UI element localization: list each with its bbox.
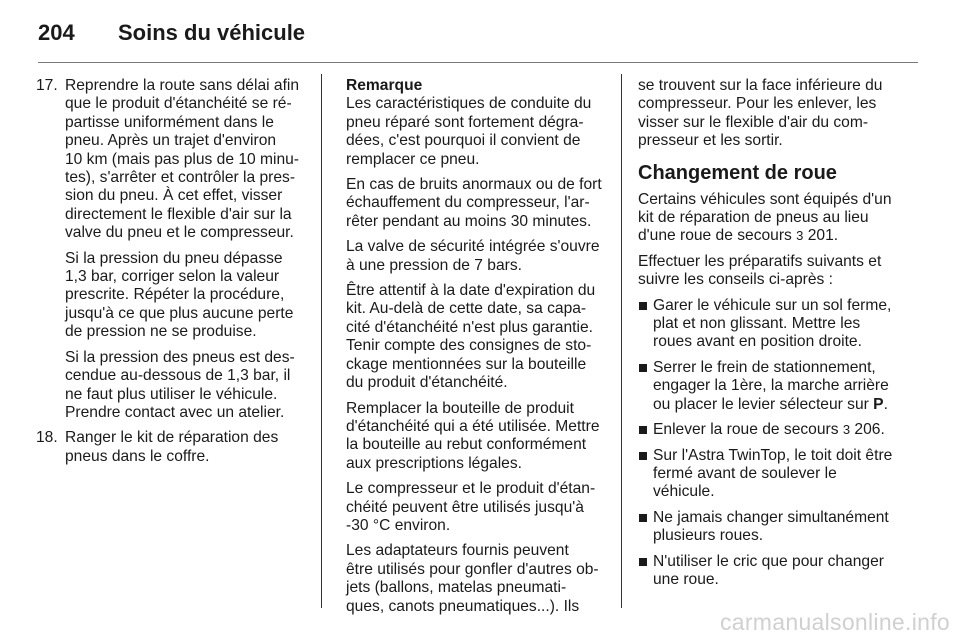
remark-paragraph-4 — [346, 282, 608, 392]
text-line: Les caractéristiques de conduite du — [346, 95, 592, 113]
text-line: cendue au-dessous de 1,3 bar, il — [65, 367, 291, 385]
page-reference-arrow-icon: 3 — [796, 228, 804, 244]
text-line: compresseur. Pour les enlever, les — [638, 95, 877, 113]
text-line: être utilisés pour gonfler d'autres ob- — [346, 560, 599, 578]
gear-position-label: P — [873, 395, 884, 413]
text-line: ne faut plus utiliser le véhicule. — [65, 385, 278, 403]
step-text — [65, 429, 308, 466]
text-segment: . — [883, 395, 888, 413]
text-line — [653, 421, 910, 439]
text-line: fermé avant de soulever le — [653, 464, 837, 482]
bullet-square-icon — [639, 558, 647, 566]
bullet-square-icon — [639, 364, 647, 372]
section-paragraph-2 — [638, 253, 910, 290]
text-line: remplacer ce pneu. — [346, 150, 480, 168]
text-line: jusqu'à ce que plus aucune perte — [65, 304, 294, 322]
text-line: se trouvent sur la face inférieure du — [638, 77, 883, 94]
step-17 — [36, 77, 308, 243]
text-line: Serrer le frein de stationnement, — [653, 358, 876, 376]
bullet-square-icon — [639, 452, 647, 460]
text-line: Ne jamais changer simultanément — [653, 508, 889, 526]
remark-paragraph-5 — [346, 400, 608, 474]
text-line: -30 °C environ. — [346, 516, 451, 534]
text-line: dées, c'est pourquoi il convient de — [346, 132, 581, 150]
text-line: du produit d'étanchéité. — [346, 374, 508, 392]
step-17-note-1 — [36, 250, 308, 342]
text-line: pneus dans le coffre. — [65, 447, 210, 465]
text-line: Effectuer les préparatifs suivants et — [638, 252, 882, 270]
page-reference[interactable]: 206. — [854, 421, 885, 439]
page-title: Soins du véhicule — [118, 20, 306, 45]
remark-paragraph-6 — [346, 480, 608, 535]
bullet-item — [638, 297, 910, 352]
bullet-item — [638, 359, 910, 414]
text-line: En cas de bruits anormaux ou de fort — [346, 176, 602, 194]
page-reference-arrow-icon: 3 — [842, 422, 851, 438]
section-paragraph-1 — [638, 191, 910, 246]
text-line: jets (ballons, matelas pneumati- — [346, 579, 567, 597]
text-line: Prendre contact avec un atelier. — [65, 403, 285, 421]
text-line: prescrite. Répéter la procédure, — [65, 286, 285, 304]
text-line: La valve de sécurité intégrée s'ouvre — [346, 238, 600, 256]
column-divider-right — [621, 74, 622, 608]
text-line — [653, 396, 910, 414]
text-line: kit. Au-delà de cette date, sa capa- — [346, 300, 587, 318]
text-line: Remplacer la bouteille de produit — [346, 399, 574, 417]
remark-paragraph-7 — [346, 542, 608, 616]
column-divider-left — [321, 74, 322, 608]
text-segment: Enlever la roue de secours — [653, 421, 839, 439]
column-right — [638, 77, 910, 596]
text-line: ckage mentionnées sur la bouteille — [346, 355, 587, 373]
text-line: sion du pneu. À cet effet, visser — [65, 187, 283, 205]
text-line: engager la 1ère, la marche arrière — [653, 377, 889, 395]
text-line: plusieurs roues. — [653, 527, 764, 545]
text-line: partisse uniformément dans le — [65, 113, 274, 131]
section-title: Changement de roue — [638, 161, 837, 184]
text-line: de pression ne se produise. — [65, 323, 257, 341]
remark-paragraph-2 — [346, 176, 608, 231]
text-line: suivre les conseils ci-après : — [638, 271, 833, 289]
step-17-note-2 — [36, 349, 308, 423]
remark-paragraph-1 — [346, 95, 608, 169]
page-reference[interactable]: 201. — [807, 227, 839, 245]
continued-paragraph — [638, 77, 910, 151]
bullet-item — [638, 509, 910, 546]
text-line: une roue. — [653, 570, 719, 588]
text-line: véhicule. — [653, 483, 715, 501]
text-line: ques, canots pneumatiques...). Ils — [346, 597, 580, 615]
bullet-square-icon — [639, 426, 647, 434]
column-middle — [346, 77, 608, 623]
column-left — [36, 77, 308, 473]
text-line: plat et non glissant. Mettre les — [653, 315, 861, 333]
step-text — [65, 77, 308, 243]
text-line: chéité peuvent être utilisés jusqu'à — [346, 498, 584, 516]
remark-paragraph-3 — [346, 238, 608, 275]
text-line: rêter pendant au moins 30 minutes. — [346, 212, 592, 230]
text-line: presseur et les sortir. — [638, 132, 783, 150]
text-line: que le produit d'étanchéité se ré- — [65, 95, 292, 113]
text-line: Le compresseur et le produit d'étan- — [346, 480, 596, 498]
text-line: la bouteille au rebut conformément — [346, 436, 587, 454]
text-segment: ou placer le levier sélecteur sur — [653, 395, 869, 413]
text-line: échauffement du compresseur, l'ar- — [346, 194, 590, 212]
text-line: visser sur le flexible d'air du com- — [638, 113, 869, 131]
page-header — [38, 14, 918, 63]
step-number: 17. — [36, 77, 58, 94]
watermark: carmanualsonline.info — [719, 609, 950, 635]
text-line: 10 km (mais pas plus de 10 minu- — [65, 150, 300, 168]
step-number: 18. — [36, 429, 58, 447]
text-line: Si la pression du pneu dépasse — [65, 249, 283, 267]
text-line: Si la pression des pneus est des- — [65, 348, 295, 366]
bullet-square-icon — [639, 514, 647, 522]
page-number: 204 — [38, 20, 75, 45]
text-line: N'utiliser le cric que pour changer — [653, 552, 884, 570]
text-line: 1,3 bar, corriger selon la valeur — [65, 268, 280, 286]
text-line: Tenir compte des consignes de sto- — [346, 337, 592, 355]
text-line: Être attentif à la date d'expiration du — [346, 282, 596, 300]
text-line: tes), s'arrêter et contrôler la pres- — [65, 169, 296, 187]
text-line: Ranger le kit de réparation des — [65, 429, 279, 447]
text-line: pneu. Après un trajet d'environ — [65, 132, 277, 150]
text-line: Garer le véhicule sur un sol ferme, — [653, 296, 892, 314]
text-line — [638, 227, 910, 245]
text-line: Certains véhicules sont équipés d'un — [638, 190, 892, 208]
text-line: kit de réparation de pneus au lieu — [638, 209, 869, 227]
text-line: directement le flexible d'air sur la — [65, 205, 292, 223]
text-line: pneu réparé sont fortement dégra- — [346, 113, 584, 131]
bullet-item — [638, 447, 910, 502]
text-line: aux prescriptions légales. — [346, 454, 522, 472]
bullet-item — [638, 421, 910, 439]
bullet-item — [638, 553, 910, 590]
text-line: Sur l'Astra TwinTop, le toit doit être — [653, 446, 893, 464]
text-line: roues avant en position droite. — [653, 333, 862, 351]
text-line: à une pression de 7 bars. — [346, 256, 522, 274]
text-line: cité d'étanchéité n'est plus garantie. — [346, 318, 593, 336]
bullet-square-icon — [639, 302, 647, 310]
text-line: valve du pneu et le compresseur. — [65, 224, 294, 242]
step-18 — [36, 429, 308, 466]
remark-title: Remarque — [346, 77, 423, 94]
text-segment: d'une roue de secours — [638, 227, 792, 245]
text-line: Les adaptateurs fournis peuvent — [346, 542, 569, 560]
text-line: d'étanchéité qui a été utilisée. Mettre — [346, 417, 600, 435]
text-line: Reprendre la route sans délai afin — [65, 77, 300, 94]
